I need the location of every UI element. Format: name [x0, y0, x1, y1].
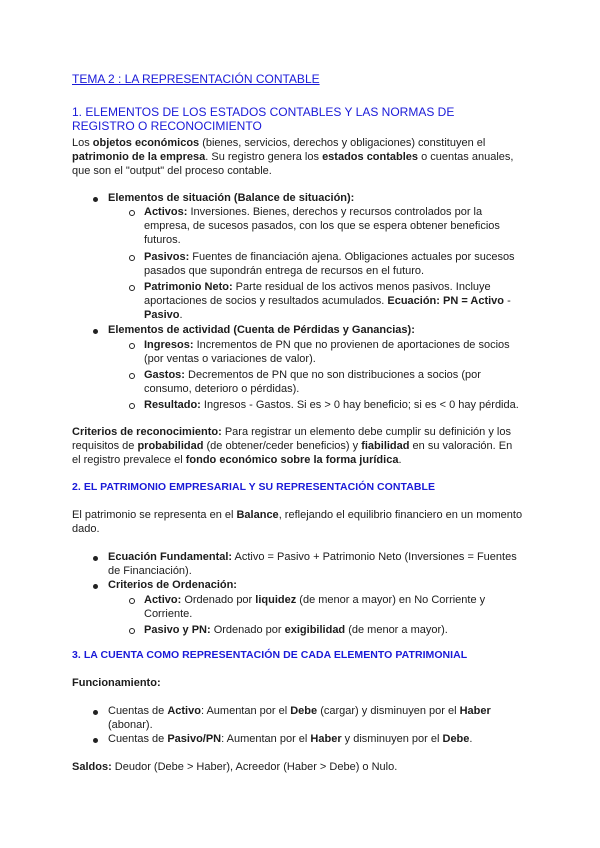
section-2-heading: 2. EL PATRIMONIO EMPRESARIAL Y SU REPRESENTACIÓN CONTABLE — [72, 481, 436, 493]
section-1-heading-line-1: 1. ELEMENTOS DE LOS ESTADOS CONTABLES Y LAS NORMAS DE — [72, 105, 455, 119]
list-item-cuentas-activo: Cuentas de Activo: Aumentan por el Debe (cargar) y disminuyen por el Haber (abonar). — [108, 705, 491, 731]
criterios-reconocimiento: Criterios de reconocimiento: Para registrar un elemento debe cumplir su definición y los requisitos de probabilidad (de obtener/ceder beneficios) y fiabilidad en su valoración. En el registro prevalece el fondo económico sobre la forma jurídica. — [72, 426, 513, 466]
sub-bullet-icon — [129, 210, 135, 216]
sub-bullet-icon — [129, 255, 135, 261]
section-1-heading-line-2: REGISTRO O RECONOCIMIENTO — [72, 119, 262, 133]
bullet-icon — [93, 738, 98, 743]
list-item-ecuacion-fundamental: Ecuación Fundamental: Activo = Pasivo + Patrimonio Neto (Inversiones = Fuentes de Financiación). — [108, 551, 517, 577]
list-item-activo-orden: Activo: Ordenado por liquidez (de menor a mayor) en No Corriente y Corriente. — [144, 594, 486, 620]
document-title: TEMA 2 : LA REPRESENTACIÓN CONTABLE — [72, 72, 320, 86]
list-item-patrimonio-neto: Patrimonio Neto: Parte residual de los activos menos pasivos. Incluye aportaciones de socios y resultados acumulados. Ecuación: PN = Activo - Pasivo. — [144, 281, 511, 321]
bullet-icon — [93, 710, 98, 715]
list-item-activos: Activos: Inversiones. Bienes, derechos y recursos controlados por la empresa, de sucesos pasados, con los que se espera obtener beneficios futuros. — [144, 206, 500, 246]
sub-bullet-icon — [129, 285, 135, 291]
list-item-pasivos: Pasivos: Fuentes de financiación ajena. Obligaciones actuales por sucesos pasados que supondrán entrega de recursos en el futuro. — [144, 251, 515, 277]
sub-bullet-icon — [129, 343, 135, 349]
list-item-situacion: Elementos de situación (Balance de situación): — [108, 192, 355, 204]
list-item-gastos: Gastos: Decrementos de PN que no son distribuciones a socios (por consumo, deterioro o pérdidas). — [144, 369, 481, 395]
section-1-heading — [72, 105, 454, 133]
sub-bullet-icon — [129, 598, 135, 604]
section-1-intro: Los objetos económicos (bienes, servicios, derechos y obligaciones) constituyen el patrimonio de la empresa. Su registro genera los estados contables o cuentas anuales, que son el "output" del proceso contable. — [72, 137, 514, 177]
funcionamiento-label: Funcionamiento: — [72, 677, 161, 689]
section-3-heading: 3. LA CUENTA COMO REPRESENTACIÓN DE CADA ELEMENTO PATRIMONIAL — [72, 649, 468, 661]
sub-bullet-icon — [129, 628, 135, 634]
bullet-icon — [93, 556, 98, 561]
sub-bullet-icon — [129, 403, 135, 409]
bullet-icon — [93, 584, 98, 589]
section-2-intro: El patrimonio se representa en el Balance, reflejando el equilibrio financiero en un momento dado. — [72, 509, 523, 535]
list-item-cuentas-pasivo: Cuentas de Pasivo/PN: Aumentan por el Haber y disminuyen por el Debe. — [108, 733, 473, 745]
sub-bullet-icon — [129, 373, 135, 379]
list-item-actividad: Elementos de actividad (Cuenta de Pérdidas y Ganancias): — [108, 324, 415, 336]
list-item-criterios-ordenacion: Criterios de Ordenación: — [108, 579, 237, 591]
list-item-ingresos: Ingresos: Incrementos de PN que no provienen de aportaciones de socios (por ventas o variaciones de valor). — [144, 339, 510, 365]
bullet-icon — [93, 329, 98, 334]
saldos-line: Saldos: Deudor (Debe > Haber), Acreedor (Haber > Debe) o Nulo. — [72, 761, 398, 773]
bullet-icon — [93, 197, 98, 202]
list-item-pasivo-orden: Pasivo y PN: Ordenado por exigibilidad (de menor a mayor). — [144, 624, 448, 636]
list-item-resultado: Resultado: Ingresos - Gastos. Si es > 0 hay beneficio; si es < 0 hay pérdida. — [144, 399, 519, 411]
